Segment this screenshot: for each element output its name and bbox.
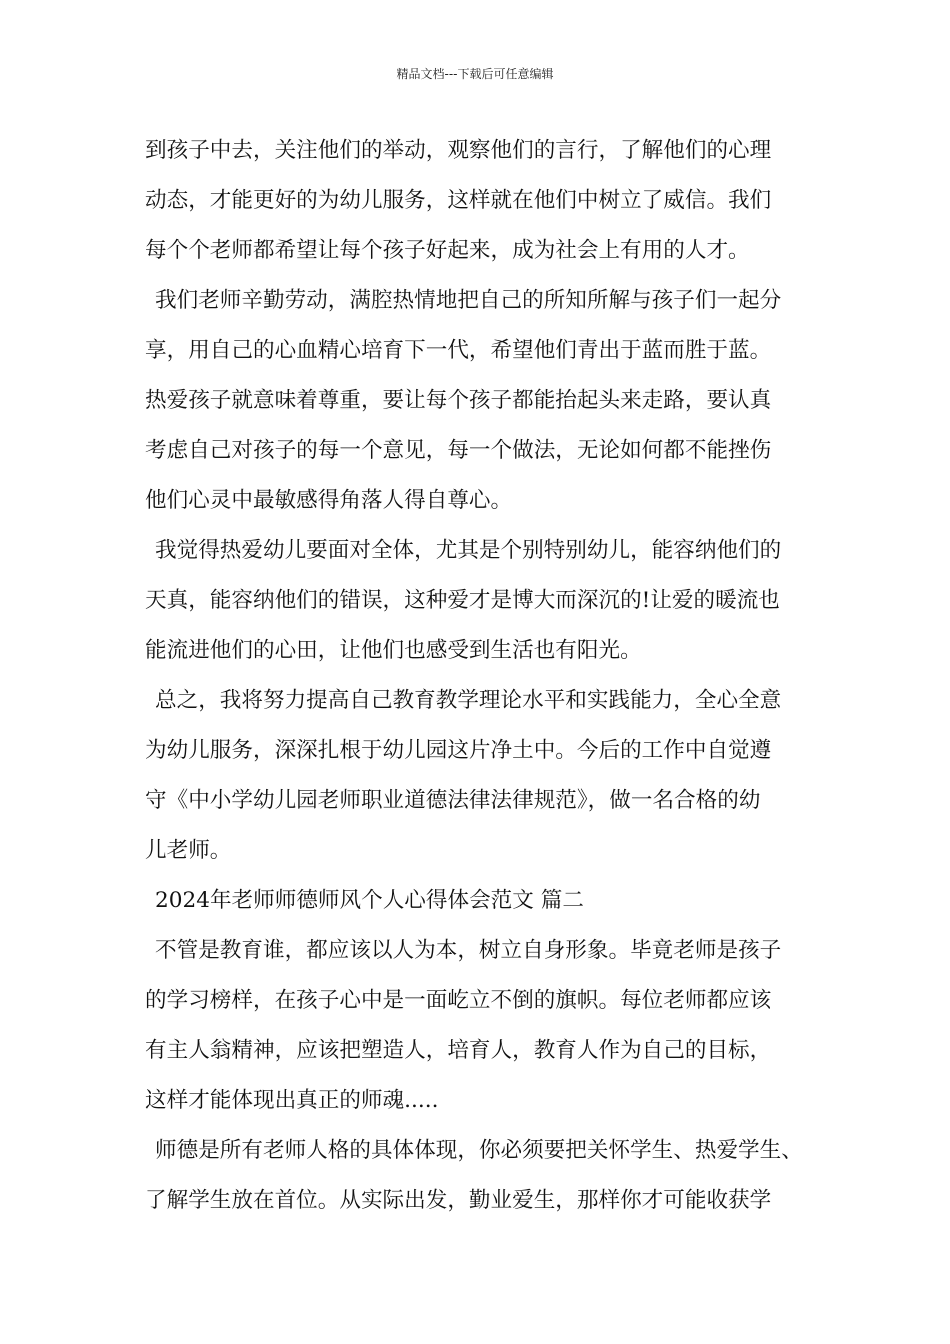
text-line: 不管是教育谁，都应该以人为本，树立自身形象。毕竟老师是孩子 (155, 938, 782, 963)
text-line: 每个个老师都希望让每个孩子好起来，成为社会上有用的人才。 (145, 238, 750, 263)
text-line: 考虑自己对孩子的每一个意见，每一个做法，无论如何都不能挫伤 (145, 438, 772, 463)
text-line: 享，用自己的心血精心培育下一代，希望他们青出于蓝而胜于蓝。 (145, 338, 772, 363)
text-line: 天真，能容纳他们的错误，这种爱才是博大而深沉的!让爱的暖流也 (145, 588, 780, 613)
text-line: 这样才能体现出真正的师魂..... (145, 1088, 439, 1113)
text-line: 儿老师。 (145, 838, 232, 863)
text-line: 守《中小学幼儿园老师职业道德法律法律规范》，做一名合格的幼 (145, 788, 761, 813)
text-line: 我觉得热爱幼儿要面对全体，尤其是个别特别幼儿，能容纳他们的 (155, 538, 782, 563)
page-header: 精品文档---下载后可任意编辑 (396, 67, 554, 81)
document-body (145, 126, 835, 1226)
text-line: 总之，我将努力提高自己教育教学理论水平和实践能力，全心全意 (155, 688, 782, 713)
text-line: 了解学生放在首位。从实际出发，勤业爱生，那样你才可能收获学 (145, 1188, 772, 1213)
text-line: 热爱孩子就意味着尊重，要让每个孩子都能抬起头来走路，要认真 (145, 388, 772, 413)
text-line: 2024年老师师德师风个人心得体会范文 篇二 (155, 888, 584, 913)
text-line: 他们心灵中最敏感得角落人得自尊心。 (145, 488, 513, 513)
text-line: 为幼儿服务，深深扎根于幼儿园这片净土中。今后的工作中自觉遵 (145, 738, 772, 763)
text-line: 到孩子中去，关注他们的举动，观察他们的言行，了解他们的心理 (145, 138, 772, 163)
text-line: 的学习榜样，在孩子心中是一面屹立不倒的旗帜。每位老师都应该 (145, 988, 772, 1013)
text-line: 我们老师辛勤劳动，满腔热情地把自己的所知所解与孩子们一起分 (155, 288, 782, 313)
text-line: 能流进他们的心田，让他们也感受到生活也有阳光。 (145, 638, 642, 663)
text-line: 师德是所有老师人格的具体体现，你必须要把关怀学生、热爱学生、 (155, 1138, 803, 1163)
text-line: 有主人翁精神，应该把塑造人，培育人，教育人作为自己的目标， (145, 1038, 772, 1063)
text-line: 动态，才能更好的为幼儿服务，这样就在他们中树立了威信。我们 (145, 188, 772, 213)
